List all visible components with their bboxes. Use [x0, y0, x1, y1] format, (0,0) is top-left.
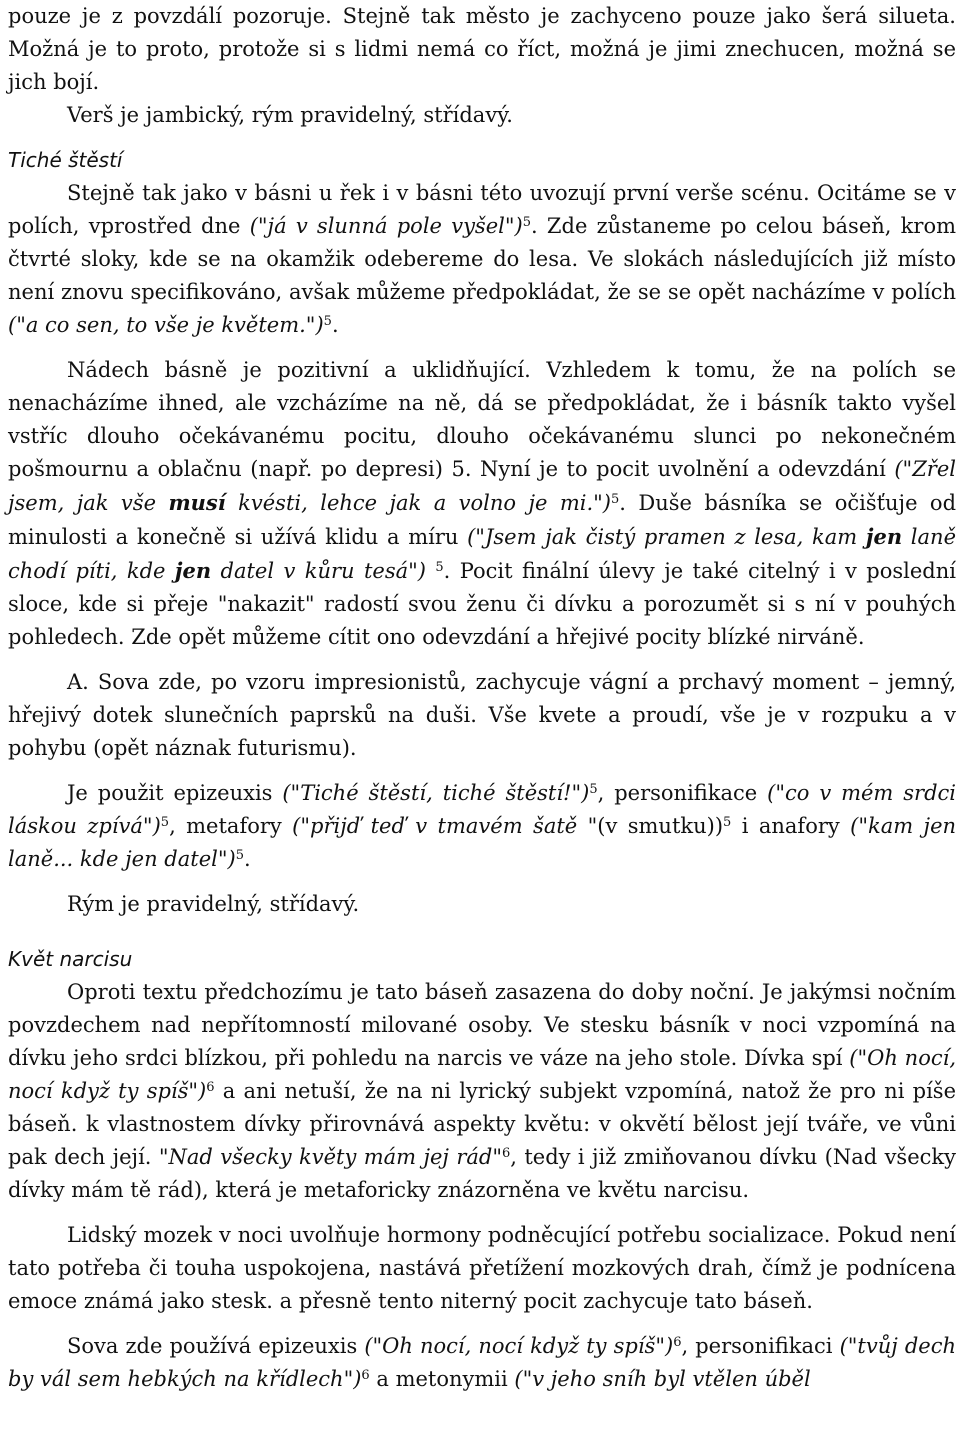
footnote-ref: 5 [522, 215, 531, 230]
text-run: a ani netuší, že na ni lyrický subjekt vzpomíná, natož že pro ni píše báseň. k vlastnostem dívky přirovnává aspekty květu: v okvětí bělost její tváře, ve vůni pak dech její. " [8, 1079, 957, 1169]
footnote-ref: 5 [435, 560, 444, 575]
quote: Nad všecky květy mám jej rád" [168, 1145, 502, 1169]
text-run: . [243, 847, 251, 871]
text-run: Stejně tak jako v básni u řek i v básni této uvozují první verše scénu. Ocitáme se v polích, vprostřed dne [8, 181, 956, 238]
paragraph-scene [8, 177, 956, 342]
text-run: . Nyní je to pocit uvolnění a odevzdání [464, 457, 895, 481]
text-run: . Pocit finální úlevy je také citelný i v poslední sloce, kde si přeje "nakazit" radostí svou ženu či dívku a porozumět si s ní v pouhých pohledech. Zde opět můžeme cítit ono odevzdání a hřejivé pocity blízké nirváně. [8, 559, 956, 649]
quote: ("Jsem jak čistý pramen z lesa, kam [467, 525, 866, 549]
paragraph-brain: Lidský mozek v noci uvolňuje hormony podněcující potřebu socializace. Pokud není tato potřeba či touha uspokojena, nastává přetížení mozkových drah, čímž je podnícena emoce známá jako stesk. a přesně tento niterný pocit zachycuje tato báseň. [8, 1223, 956, 1313]
quote: ("já v slunná pole vyšel") [249, 214, 523, 238]
quote-emphasis: musí [168, 490, 226, 515]
footnote-ref: 6 [673, 1335, 682, 1350]
text-run: Oproti textu předchozímu je tato báseň zasazena do doby noční. Je jakýmsi nočním povzdechem nad nepřítomností milované osoby. Ve stesku básník v noci vzpomíná na dívku jeho srdci blízkou, při pohledu na narcis ve váze na jeho stole. Dívka spí [8, 980, 956, 1070]
quote: ("Zřel jsem, jak vše [8, 457, 956, 515]
quote: kvésti, lehce jak a volno je mi.") [225, 491, 612, 515]
text-run: a metonymii [369, 1367, 515, 1391]
quote-emphasis: jen [865, 524, 903, 549]
footnote-ref: 6 [361, 1368, 370, 1383]
intro-paragraph: pouze je z povzdálí pozoruje. Stejně tak město je zachyceno pouze jako šerá silueta. Možná je to proto, protože si s lidmi nemá co říct, možná je jimi znechucen, možná se jich bojí. [8, 4, 956, 94]
footnote-ref: 5 [611, 492, 620, 507]
text-run: "(v smutku)) [577, 814, 724, 838]
footnote-ref: 5 [235, 848, 244, 863]
quote: ("a co sen, to vše je květem.") [8, 313, 324, 337]
section-heading-kvet-narcisu: Květ narcisu [8, 947, 133, 971]
quote: ("v jeho sníh byl vtělen úběl [514, 1367, 811, 1391]
text-run: , personifikace [597, 781, 768, 805]
footnote-ref: 6 [206, 1080, 215, 1095]
footnote-ref: 5 [323, 314, 332, 329]
text-run: Sova zde používá epizeuxis [67, 1334, 365, 1358]
footnote-ref: 6 [501, 1146, 511, 1161]
text-run: , metafory [169, 814, 293, 838]
quote: ("přijď teď v tmavém šatě [292, 814, 578, 838]
footnote-ref: 5 [451, 457, 465, 481]
text-run: i anafory [731, 814, 851, 838]
quote: laně chodí píti, kde [8, 525, 956, 583]
rhyme-note-paragraph: Rým je pravidelný, střídavý. [67, 892, 360, 916]
document-page [8, 0, 956, 1396]
quote: ("tvůj dech by vál sem hebkých na křídlech") [8, 1334, 956, 1391]
footnote-ref: 5 [723, 815, 732, 830]
verse-note-paragraph: Verš je jambický, rým pravidelný, střídavý. [67, 103, 513, 127]
paragraph-mood [8, 354, 956, 654]
quote: ("Tiché štěstí, tiché štěstí!") [282, 781, 590, 805]
quote: ("Oh nocí, nocí když ty spíš") [364, 1334, 674, 1358]
text-run: . Duše básníka se očišťuje od minulosti a konečně si užívá klidu a míru [8, 491, 957, 549]
quote: ("Oh nocí, nocí když ty spíš") [8, 1046, 956, 1103]
text-run: , tedy i již zmiňovanou dívku (Nad všecky dívky mám tě rád), která je metaforicky znázorněna ve květu narcisu. [8, 1145, 956, 1202]
text-run: , personifikaci [681, 1334, 840, 1358]
footnote-ref: 5 [589, 782, 598, 797]
paragraph-impressionism: A. Sova zde, po vzoru impresionistů, zachycuje vágní a prchavý moment – jemný, hřejivý dotek slunečních paprsků na duši. Vše kvete a proudí, vše je v rozpuku a v pohybu (opět náznak futurismu). [8, 670, 956, 760]
quote: datel v kůru tesá") [211, 559, 426, 583]
paragraph-night [8, 976, 956, 1207]
text-run: . [331, 313, 339, 337]
footnote-ref: 5 [160, 815, 170, 830]
text-run: . Zde zůstaneme po celou báseň, krom čtvrté sloky, kde se na okamžik odebereme do lesa. Ve slokách následujících již místo není znovu specifikováno, avšak můžeme předpokládat, že se se opět nacházíme v polích [8, 214, 957, 304]
quote: ("co v mém srdci láskou zpívá") [8, 781, 956, 838]
section-heading-tiche-stesti: Tiché štěstí [8, 148, 123, 172]
text-run: Nádech básně je pozitivní a uklidňující. Vzhledem k tomu, že na polích se nenacházíme ihned, ale vzcházíme na ně, dá se předpokládat, že i básník takto vyšel vstříc dlouho očekávanému pocitu, dlouho očekávanému slunci po nekonečném pošmournu a oblačnu (např. po depresi) [8, 358, 956, 481]
paragraph-figures [8, 777, 956, 876]
paragraph-figures-2 [8, 1330, 956, 1396]
quote-emphasis: jen [174, 558, 212, 583]
text-run: Je použit epizeuxis [67, 781, 283, 805]
quote: ("kam jen laně... kde jen datel") [8, 814, 957, 871]
